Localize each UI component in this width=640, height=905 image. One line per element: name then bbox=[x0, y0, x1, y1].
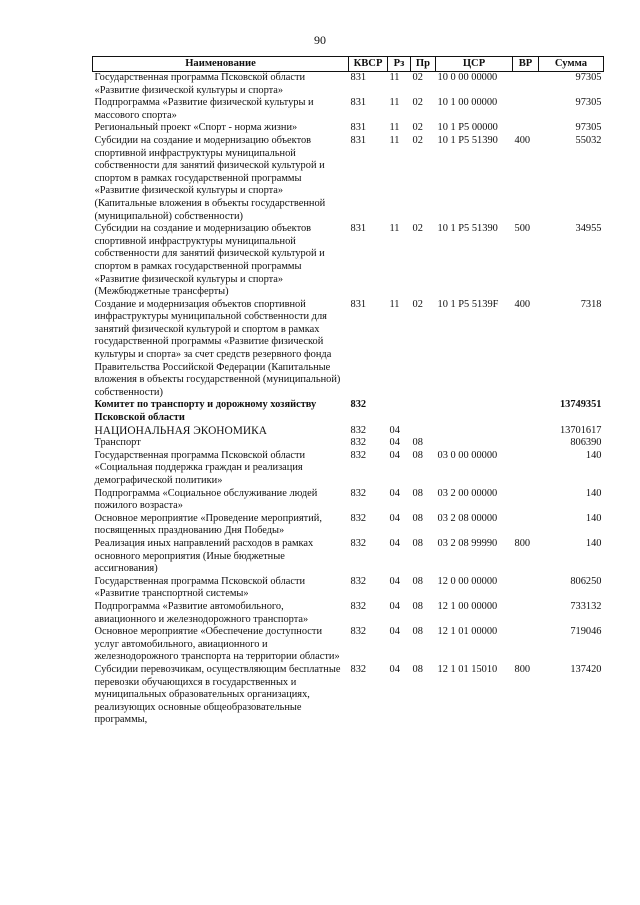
table-row bbox=[93, 513, 604, 538]
header-pr: Пр bbox=[411, 57, 436, 72]
cell-rz: 04 bbox=[389, 487, 400, 499]
cell-csr: 03 2 08 00000 bbox=[437, 512, 498, 524]
cell-kvsr: 832 bbox=[350, 437, 367, 449]
cell-sum: 13701617 bbox=[559, 424, 602, 436]
cell-sum: 7318 bbox=[580, 298, 602, 310]
cell-rz: 04 bbox=[389, 449, 400, 461]
cell-rz: 11 bbox=[389, 97, 400, 109]
cell-pr bbox=[411, 399, 436, 424]
cell-rz: 04 bbox=[389, 537, 400, 549]
cell-rz: 04 bbox=[389, 437, 400, 449]
table-row bbox=[93, 488, 604, 513]
cell-csr: 10 0 00 00000 bbox=[437, 72, 498, 83]
cell-csr bbox=[436, 425, 513, 438]
cell-pr: 02 bbox=[412, 298, 423, 310]
cell-csr: 10 1 00 00000 bbox=[437, 97, 498, 109]
cell-kvsr: 831 bbox=[350, 97, 367, 109]
cell-name: Государственная программа Псковской области «Развитие транспортной системы» bbox=[94, 575, 306, 600]
cell-vr bbox=[513, 576, 539, 601]
header-csr: ЦСР bbox=[436, 57, 513, 72]
table-row bbox=[93, 425, 604, 438]
cell-pr: 02 bbox=[412, 122, 423, 134]
cell-csr: 10 1 Р5 51390 bbox=[437, 223, 498, 235]
cell-rz: 11 bbox=[389, 72, 400, 83]
cell-name: Транспорт bbox=[94, 437, 141, 449]
table-row bbox=[93, 399, 604, 424]
cell-rz: 11 bbox=[389, 223, 400, 235]
cell-csr: 12 0 00 00000 bbox=[437, 575, 498, 587]
cell-name: Подпрограмма «Развитие физической культуры и массового спорта» bbox=[94, 97, 314, 121]
cell-name: Подпрограмма «Развитие автомобильного, авиационного и железнодорожного транспорта» bbox=[94, 600, 309, 625]
cell-sum: 140 bbox=[585, 449, 602, 461]
cell-csr: 03 0 00 00000 bbox=[437, 449, 498, 461]
header-rz: Рз bbox=[388, 57, 411, 72]
cell-pr: 02 bbox=[412, 72, 423, 83]
table-row bbox=[93, 664, 604, 727]
cell-pr: 08 bbox=[412, 575, 423, 587]
table-row bbox=[93, 576, 604, 601]
cell-pr: 08 bbox=[412, 663, 423, 675]
cell-pr: 08 bbox=[412, 449, 423, 461]
cell-kvsr: 831 bbox=[350, 298, 367, 310]
cell-sum: 55032 bbox=[575, 134, 602, 146]
cell-sum: 97305 bbox=[575, 97, 602, 109]
cell-name: Комитет по транспорту и дорожному хозяйству Псковской области bbox=[94, 399, 317, 424]
cell-vr bbox=[513, 437, 539, 450]
cell-vr: 400 bbox=[514, 298, 531, 310]
cell-kvsr: 832 bbox=[350, 512, 367, 524]
header-vr: ВР bbox=[513, 57, 539, 72]
cell-kvsr: 832 bbox=[350, 575, 367, 587]
cell-sum: 137420 bbox=[570, 663, 602, 675]
cell-rz: 04 bbox=[389, 626, 400, 638]
cell-pr: 08 bbox=[412, 626, 423, 638]
cell-rz bbox=[388, 399, 411, 424]
cell-vr bbox=[513, 626, 539, 664]
cell-csr bbox=[436, 437, 513, 450]
cell-vr: 400 bbox=[514, 134, 531, 146]
cell-pr: 08 bbox=[412, 487, 423, 499]
cell-vr bbox=[513, 488, 539, 513]
cell-name: Создание и модернизация объектов спортивной инфраструктуры муниципальной собственности для занятий физической культурой и спортом в рамках государственной программы «Развитие физической культуры и спорта» за счет средств резервного фонда Правительства Российской Федерации (Капитальные вложения в объекты государственной (муниципальной) собственности) bbox=[94, 298, 341, 398]
cell-vr bbox=[513, 601, 539, 626]
cell-sum: 34955 bbox=[575, 223, 602, 235]
cell-sum: 140 bbox=[585, 537, 602, 549]
cell-vr bbox=[513, 122, 539, 135]
table-row bbox=[93, 97, 604, 122]
cell-kvsr: 832 bbox=[350, 537, 367, 549]
cell-csr bbox=[436, 399, 513, 424]
cell-name: Региональный проект «Спорт - норма жизни» bbox=[94, 122, 298, 134]
cell-csr: 12 1 00 00000 bbox=[437, 600, 498, 612]
table-row bbox=[93, 223, 604, 299]
cell-name: Основное мероприятие «Проведение мероприятий, посвященных празднованию Дня Победы» bbox=[94, 512, 322, 537]
cell-vr: 500 bbox=[514, 223, 531, 235]
cell-pr: 02 bbox=[412, 134, 423, 146]
cell-kvsr: 831 bbox=[350, 122, 367, 134]
cell-name: Субсидии на создание и модернизацию объектов спортивной инфраструктуры муниципальной собственности для занятий физической культурой и спортом в рамках государственной программы «Развитие физической культуры и спорта» (Капитальные вложения в объекты государственной (муниципальной) собственности) bbox=[94, 134, 326, 222]
table-row bbox=[93, 135, 604, 223]
cell-pr bbox=[411, 425, 436, 438]
cell-kvsr: 832 bbox=[350, 487, 367, 499]
cell-rz: 04 bbox=[389, 575, 400, 587]
cell-pr: 08 bbox=[412, 437, 423, 449]
cell-vr bbox=[513, 399, 539, 424]
cell-kvsr: 832 bbox=[350, 424, 367, 436]
cell-vr bbox=[513, 513, 539, 538]
cell-sum: 97305 bbox=[575, 72, 602, 83]
cell-kvsr: 831 bbox=[350, 223, 367, 235]
cell-pr: 08 bbox=[412, 537, 423, 549]
cell-kvsr: 832 bbox=[350, 600, 367, 612]
budget-table bbox=[92, 56, 604, 727]
cell-sum: 97305 bbox=[575, 122, 602, 134]
cell-pr: 02 bbox=[412, 223, 423, 235]
cell-name: НАЦИОНАЛЬНАЯ ЭКОНОМИКА bbox=[94, 424, 267, 437]
table-row bbox=[93, 437, 604, 450]
cell-kvsr: 832 bbox=[350, 663, 367, 675]
cell-pr: 02 bbox=[412, 97, 423, 109]
page-number: 90 bbox=[314, 33, 326, 47]
cell-vr bbox=[513, 450, 539, 488]
cell-pr: 08 bbox=[412, 512, 423, 524]
cell-csr: 10 1 Р5 00000 bbox=[437, 122, 498, 134]
cell-kvsr: 831 bbox=[350, 72, 367, 83]
cell-vr: 800 bbox=[514, 537, 531, 549]
cell-kvsr: 832 bbox=[350, 449, 367, 461]
cell-name: Субсидии перевозчикам, осуществляющим бесплатные перевозки обучающихся в государственных и муниципальных образовательных организациях, реализующих основные общеобразовательные программы, bbox=[94, 663, 341, 726]
table-row bbox=[93, 450, 604, 488]
cell-name: Основное мероприятие «Обеспечение доступности услуг автомобильного, авиационного и железнодорожного транспорта на территории области» bbox=[94, 626, 340, 663]
cell-pr: 08 bbox=[412, 600, 423, 612]
cell-vr bbox=[513, 97, 539, 122]
cell-sum: 13749351 bbox=[559, 399, 602, 411]
header-sum: Сумма bbox=[539, 57, 604, 72]
cell-csr: 03 2 08 99990 bbox=[437, 537, 498, 549]
cell-name: Субсидии на создание и модернизацию объектов спортивной инфраструктуры муниципальной собственности для занятий физической культурой и спортом в рамках государственной программы «Развитие физической культуры и спорта» (Межбюджетные трансферты) bbox=[94, 223, 325, 298]
table-row bbox=[93, 122, 604, 135]
cell-csr: 12 1 01 00000 bbox=[437, 626, 498, 638]
cell-csr: 03 2 00 00000 bbox=[437, 487, 498, 499]
table-body bbox=[93, 72, 604, 727]
cell-csr: 10 1 Р5 51390 bbox=[437, 134, 498, 146]
cell-name: Государственная программа Псковской области «Развитие физической культуры и спорта» bbox=[94, 72, 306, 96]
header-name: Наименование bbox=[93, 57, 349, 72]
cell-name: Реализация иных направлений расходов в рамках основного мероприятия (Иные бюджетные ассигнования) bbox=[94, 537, 314, 575]
cell-vr bbox=[513, 425, 539, 438]
cell-rz: 11 bbox=[389, 298, 400, 310]
cell-rz: 04 bbox=[389, 424, 400, 436]
cell-sum: 140 bbox=[585, 512, 602, 524]
header-kvsr: КВСР bbox=[349, 57, 388, 72]
cell-name: Государственная программа Псковской области «Социальная поддержка граждан и реализация демографической политики» bbox=[94, 449, 306, 486]
cell-rz: 04 bbox=[389, 600, 400, 612]
cell-sum: 733132 bbox=[570, 600, 602, 612]
table-row bbox=[93, 72, 604, 98]
table-row bbox=[93, 538, 604, 576]
cell-sum: 140 bbox=[585, 487, 602, 499]
cell-rz: 04 bbox=[389, 512, 400, 524]
cell-name: Подпрограмма «Социальное обслуживание людей пожилого возраста» bbox=[94, 487, 318, 512]
cell-sum: 806250 bbox=[570, 575, 602, 587]
cell-rz: 11 bbox=[389, 134, 400, 146]
cell-sum: 806390 bbox=[570, 437, 602, 449]
table-header-row bbox=[93, 57, 604, 72]
cell-csr: 10 1 Р5 5139F bbox=[437, 298, 499, 310]
table-row bbox=[93, 626, 604, 664]
cell-kvsr: 832 bbox=[350, 399, 367, 411]
cell-vr: 800 bbox=[514, 663, 531, 675]
cell-vr bbox=[513, 72, 539, 98]
table-row bbox=[93, 601, 604, 626]
cell-kvsr: 832 bbox=[350, 626, 367, 638]
table-row bbox=[93, 299, 604, 400]
cell-rz: 04 bbox=[389, 663, 400, 675]
cell-sum: 719046 bbox=[570, 626, 602, 638]
cell-rz: 11 bbox=[389, 122, 400, 134]
cell-csr: 12 1 01 15010 bbox=[437, 663, 498, 675]
cell-kvsr: 831 bbox=[350, 134, 367, 146]
